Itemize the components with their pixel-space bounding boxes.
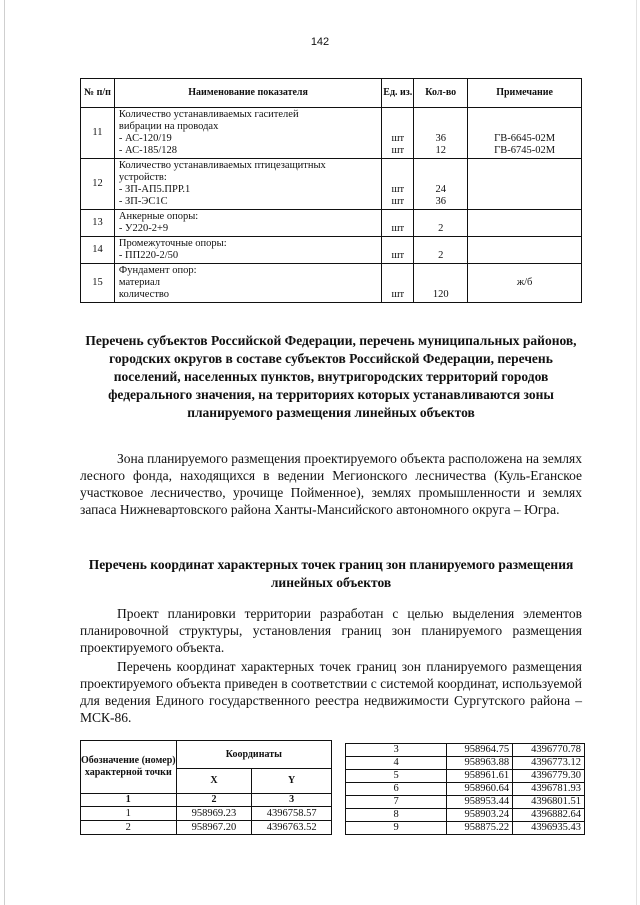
unit-line: шт bbox=[391, 289, 405, 300]
coord-point: 2 bbox=[81, 821, 177, 835]
quantity-line bbox=[416, 109, 465, 121]
cell-name bbox=[114, 108, 381, 159]
note-line bbox=[470, 250, 579, 262]
coordinates-table-right bbox=[345, 743, 585, 835]
coords-header-row bbox=[81, 741, 332, 769]
page-edge-right bbox=[636, 0, 637, 905]
unit-line bbox=[384, 172, 411, 184]
header-coordinates: Координаты bbox=[176, 741, 331, 769]
indicator-name-line: Количество устанавливаемых гасителей bbox=[118, 109, 299, 120]
coord-y: 4396773.12 bbox=[513, 757, 585, 770]
indicator-name-line: Количество устанавливаемых птицезащитных bbox=[118, 160, 326, 171]
cell-note bbox=[468, 108, 582, 159]
unit-line: шт bbox=[391, 184, 405, 195]
cell-note bbox=[468, 159, 582, 210]
coord-x: 958960.64 bbox=[447, 783, 513, 796]
spec-table-header-row bbox=[81, 79, 582, 108]
coord-x: 958967.20 bbox=[176, 821, 252, 835]
indicator-name-line: устройств: bbox=[118, 172, 167, 183]
unit-line: шт bbox=[391, 133, 405, 144]
cell-unit bbox=[382, 159, 414, 210]
quantity-line bbox=[416, 160, 465, 172]
index-cell: 1 bbox=[81, 794, 177, 807]
unit-line bbox=[384, 121, 411, 133]
quantity-line: 36 bbox=[435, 133, 446, 144]
coordinate-row bbox=[346, 822, 585, 835]
coord-point: 6 bbox=[346, 783, 447, 796]
spec-table-row bbox=[81, 108, 582, 159]
note-line bbox=[470, 160, 579, 172]
note-line: ж/б bbox=[516, 277, 533, 288]
coord-point: 8 bbox=[346, 809, 447, 822]
spec-table-row bbox=[81, 264, 582, 303]
cell-qty bbox=[414, 159, 468, 210]
coords-index-row bbox=[81, 794, 332, 807]
cell-unit bbox=[382, 237, 414, 264]
indicator-name-line: - ПП220-2/50 bbox=[118, 250, 179, 261]
unit-line bbox=[384, 265, 411, 277]
cell-qty bbox=[414, 108, 468, 159]
cell-qty bbox=[414, 264, 468, 303]
row-number: 12 bbox=[81, 159, 115, 210]
quantity-line bbox=[416, 265, 465, 277]
row-number: 14 bbox=[81, 237, 115, 264]
coord-point: 5 bbox=[346, 770, 447, 783]
note-line bbox=[470, 172, 579, 184]
cell-name bbox=[114, 237, 381, 264]
heading-subjects: Перечень субъектов Российской Федерации, перечень муниципальных районов, городских округов в составе субъектов Российской Федерации, перечень поселений, населенных пунктов, внутригородских территорий городов федерального значения, на территориях которых устанавливаются зоны планируемого размещения линейных объектов bbox=[85, 333, 577, 420]
quantity-line: 2 bbox=[438, 223, 444, 234]
coord-y: 4396770.78 bbox=[513, 744, 585, 757]
unit-line: шт bbox=[391, 196, 405, 207]
quantity-line bbox=[416, 277, 465, 289]
index-cell: 3 bbox=[252, 794, 332, 807]
quantity-line bbox=[416, 121, 465, 133]
header-name: Наименование показателя bbox=[114, 79, 381, 108]
coordinate-row bbox=[346, 783, 585, 796]
indicator-name-line: Фундамент опор: bbox=[118, 265, 197, 276]
header-quantity: Кол-во bbox=[414, 79, 468, 108]
quantity-line: 12 bbox=[435, 145, 446, 156]
cell-note bbox=[468, 264, 582, 303]
quantity-line: 36 bbox=[435, 196, 446, 207]
quantity-line: 120 bbox=[432, 289, 449, 300]
coord-y: 4396763.52 bbox=[252, 821, 332, 835]
header-unit: Ед. из. bbox=[382, 79, 414, 108]
indicator-name-line: - У220-2+9 bbox=[118, 223, 169, 234]
coord-y: 4396801.51 bbox=[513, 796, 585, 809]
note-line: ГВ-6645-02М bbox=[494, 133, 556, 144]
header-note: Примечание bbox=[468, 79, 582, 108]
note-line bbox=[470, 184, 579, 196]
paragraph-coordinate-system: Перечень координат характерных точек границ зон планируемого размещения проектируемого объекта приведен в соответствии с системой координат, используемой для ведения Единого государственного реестра недвижимости Сургутского района – МСК-86. bbox=[80, 659, 582, 725]
cell-note bbox=[468, 210, 582, 237]
coord-y: 4396882.64 bbox=[513, 809, 585, 822]
coordinate-row bbox=[81, 807, 332, 821]
note-line bbox=[470, 265, 579, 277]
cell-unit bbox=[382, 210, 414, 237]
unit-line: шт bbox=[391, 250, 405, 261]
coord-y: 4396758.57 bbox=[252, 807, 332, 821]
unit-line bbox=[384, 109, 411, 121]
cell-name bbox=[114, 210, 381, 237]
coordinate-row bbox=[346, 770, 585, 783]
indicator-name-line: Промежуточные опоры: bbox=[118, 238, 227, 249]
note-line bbox=[470, 109, 579, 121]
cell-note bbox=[468, 237, 582, 264]
coordinates-table-left bbox=[80, 740, 332, 835]
index-cell: 2 bbox=[176, 794, 252, 807]
header-y: Y bbox=[252, 769, 332, 794]
cell-unit bbox=[382, 264, 414, 303]
unit-line: шт bbox=[391, 223, 405, 234]
spec-table-row bbox=[81, 159, 582, 210]
coordinate-row bbox=[346, 757, 585, 770]
cell-unit bbox=[382, 108, 414, 159]
indicator-name-line: - ЗП-ЭС1С bbox=[118, 196, 168, 207]
coord-y: 4396781.93 bbox=[513, 783, 585, 796]
coord-point: 3 bbox=[346, 744, 447, 757]
unit-line: шт bbox=[391, 145, 405, 156]
coord-x: 958963.88 bbox=[447, 757, 513, 770]
indicator-name-line: количество bbox=[118, 289, 170, 300]
indicator-name-line: вибрации на проводах bbox=[118, 121, 219, 132]
coord-x: 958903.24 bbox=[447, 809, 513, 822]
coord-point: 4 bbox=[346, 757, 447, 770]
spec-table-row bbox=[81, 237, 582, 264]
quantity-line bbox=[416, 211, 465, 223]
indicator-name-line: материал bbox=[118, 277, 160, 288]
indicator-name-line: - АС-120/19 bbox=[118, 133, 172, 144]
row-number: 11 bbox=[81, 108, 115, 159]
header-x: X bbox=[176, 769, 252, 794]
cell-qty bbox=[414, 210, 468, 237]
paragraph-zone-location: Зона планируемого размещения проектируемого объекта расположена на землях лесного фонда, находящихся в ведении Мегионского лесничества (Куль-Еганское участковое лесничество, урочище Пойменное), землях промышленности и землях запаса Нижневартовского района Ханты-Мансийского автономного округа – Югра. bbox=[80, 451, 582, 517]
quantity-line bbox=[416, 172, 465, 184]
quantity-line bbox=[416, 238, 465, 250]
page-edge-left bbox=[4, 0, 5, 905]
coord-x: 958953.44 bbox=[447, 796, 513, 809]
coord-x: 958875.22 bbox=[447, 822, 513, 835]
coordinate-row bbox=[346, 744, 585, 757]
heading-coordinates: Перечень координат характерных точек границ зон планируемого размещения линейных объектов bbox=[88, 557, 574, 590]
coord-y: 4396935.43 bbox=[513, 822, 585, 835]
coordinate-row bbox=[81, 821, 332, 835]
header-number: № п/п bbox=[81, 79, 115, 108]
cell-name bbox=[114, 264, 381, 303]
note-line bbox=[470, 196, 579, 208]
indicator-name-line: Анкерные опоры: bbox=[118, 211, 199, 222]
cell-name bbox=[114, 159, 381, 210]
page-number: 142 bbox=[310, 36, 330, 48]
quantity-line: 2 bbox=[438, 250, 444, 261]
row-number: 15 bbox=[81, 264, 115, 303]
quantity-line: 24 bbox=[435, 184, 446, 195]
unit-line bbox=[384, 277, 411, 289]
coord-x: 958964.75 bbox=[447, 744, 513, 757]
note-line bbox=[470, 289, 579, 301]
note-line bbox=[470, 223, 579, 235]
row-number: 13 bbox=[81, 210, 115, 237]
unit-line bbox=[384, 160, 411, 172]
coord-y: 4396779.30 bbox=[513, 770, 585, 783]
coord-point: 7 bbox=[346, 796, 447, 809]
coord-x: 958969.23 bbox=[176, 807, 252, 821]
unit-line bbox=[384, 211, 411, 223]
coord-point: 1 bbox=[81, 807, 177, 821]
paragraph-project-purpose: Проект планировки территории разработан с целью выделения элементов планировочной структуры, установления границ зон планируемого размещения проектируемого объекта. bbox=[80, 606, 582, 655]
coordinate-row bbox=[346, 796, 585, 809]
unit-line bbox=[384, 238, 411, 250]
indicator-name-line: - ЗП-АП5.ПРР.1 bbox=[118, 184, 191, 195]
coordinate-row bbox=[346, 809, 585, 822]
indicator-name-line: - АС-185/128 bbox=[118, 145, 178, 156]
note-line bbox=[470, 238, 579, 250]
note-line: ГВ-6745-02М bbox=[494, 145, 556, 156]
coord-x: 958961.61 bbox=[447, 770, 513, 783]
spec-table-row bbox=[81, 210, 582, 237]
spec-table bbox=[80, 78, 582, 303]
cell-qty bbox=[414, 237, 468, 264]
header-point-id: Обозначение (номер) характерной точки bbox=[81, 741, 177, 794]
note-line bbox=[470, 211, 579, 223]
note-line bbox=[470, 121, 579, 133]
coord-point: 9 bbox=[346, 822, 447, 835]
